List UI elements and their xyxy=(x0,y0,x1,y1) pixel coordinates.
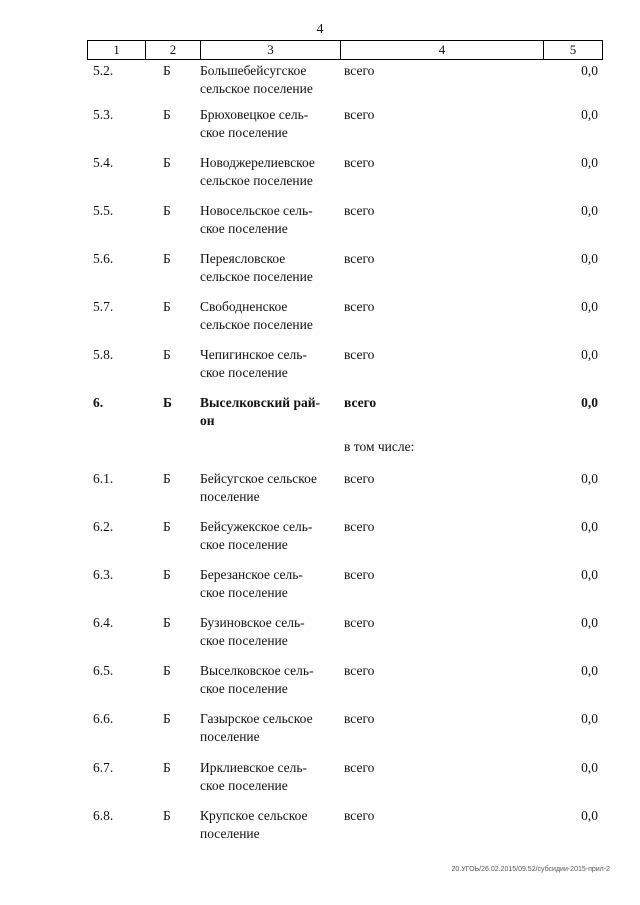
row-type: всего xyxy=(344,711,375,726)
row-number: 6.2. xyxy=(93,519,114,534)
table-row xyxy=(0,662,640,706)
row-category: Б xyxy=(163,471,171,486)
row-number: 5.2. xyxy=(93,63,114,78)
row-name: Крупское сельское поселение xyxy=(200,808,308,841)
row-type: всего xyxy=(344,251,375,266)
header-col-1: 1 xyxy=(88,41,146,59)
row-category: Б xyxy=(163,203,171,218)
row-type: всего xyxy=(344,203,375,218)
table-row xyxy=(0,106,640,150)
table-row xyxy=(0,154,640,198)
row-name: Газырское сельское поселение xyxy=(200,711,313,744)
row-category: Б xyxy=(163,63,171,78)
row-type: всего xyxy=(344,155,375,170)
table-header xyxy=(87,40,603,60)
row-category: Б xyxy=(163,347,171,362)
table-row xyxy=(0,807,640,851)
table-row xyxy=(0,614,640,658)
row-type: всего xyxy=(344,615,375,630)
row-value: 0,0 xyxy=(581,299,598,314)
row-category: Б xyxy=(163,567,171,582)
row-type: всего xyxy=(344,567,375,582)
row-value: 0,0 xyxy=(581,63,598,78)
row-number: 5.6. xyxy=(93,251,114,266)
including-label: в том числе: xyxy=(344,439,415,454)
table-row xyxy=(0,518,640,562)
row-category: Б xyxy=(163,808,171,823)
row-value: 0,0 xyxy=(581,567,598,582)
row-name: Ирклиевское сель- ское поселение xyxy=(200,760,307,793)
row-value: 0,0 xyxy=(581,808,598,823)
page-number: 4 xyxy=(316,22,324,37)
row-value: 0,0 xyxy=(581,519,598,534)
row-type: всего xyxy=(344,808,375,823)
row-name: Выселковский рай- он xyxy=(200,395,320,428)
row-category: Б xyxy=(163,663,171,678)
row-number: 5.5. xyxy=(93,203,114,218)
row-value: 0,0 xyxy=(581,251,598,266)
row-value: 0,0 xyxy=(581,203,598,218)
table-row xyxy=(0,202,640,246)
row-number: 6. xyxy=(93,395,104,410)
row-name: Свободненское сельское поселение xyxy=(200,299,313,332)
row-name: Переясловское сельское поселение xyxy=(200,251,313,284)
row-number: 5.8. xyxy=(93,347,114,362)
row-name: Чепигинское сель- ское поселение xyxy=(200,347,307,380)
table-row xyxy=(0,250,640,294)
row-number: 6.8. xyxy=(93,808,114,823)
table-row xyxy=(0,470,640,514)
row-category: Б xyxy=(163,251,171,266)
row-number: 6.6. xyxy=(93,711,114,726)
table-row xyxy=(0,759,640,803)
row-value: 0,0 xyxy=(581,395,598,410)
row-name: Новоджерелиевское сельское поселение xyxy=(200,155,315,188)
table-row xyxy=(0,346,640,390)
row-type: всего xyxy=(344,299,375,314)
row-type: всего xyxy=(344,663,375,678)
header-col-3: 3 xyxy=(201,41,341,59)
row-number: 5.7. xyxy=(93,299,114,314)
row-name: Бейсужекское сель- ское поселение xyxy=(200,519,313,552)
header-col-2: 2 xyxy=(146,41,201,59)
row-category: Б xyxy=(163,155,171,170)
row-value: 0,0 xyxy=(581,155,598,170)
table-row xyxy=(0,710,640,754)
row-number: 6.5. xyxy=(93,663,114,678)
row-number: 5.3. xyxy=(93,107,114,122)
row-value: 0,0 xyxy=(581,711,598,726)
row-name: Брюховецкое сель- ское поселение xyxy=(200,107,309,140)
row-number: 5.4. xyxy=(93,155,114,170)
table-row xyxy=(0,298,640,342)
row-type: всего xyxy=(344,395,377,410)
row-value: 0,0 xyxy=(581,471,598,486)
row-category: Б xyxy=(163,299,171,314)
row-number: 6.4. xyxy=(93,615,114,630)
row-value: 0,0 xyxy=(581,760,598,775)
row-category: Б xyxy=(163,711,171,726)
row-category: Б xyxy=(163,107,171,122)
row-name: Бейсугское сельское поселение xyxy=(200,471,318,504)
row-type: всего xyxy=(344,347,375,362)
row-value: 0,0 xyxy=(581,107,598,122)
row-type: всего xyxy=(344,107,375,122)
row-category: Б xyxy=(163,395,172,410)
table-row xyxy=(0,566,640,610)
row-name: Бузиновское сель- ское поселение xyxy=(200,615,305,648)
row-type: всего xyxy=(344,519,375,534)
row-number: 6.3. xyxy=(93,567,114,582)
row-category: Б xyxy=(163,760,171,775)
row-category: Б xyxy=(163,615,171,630)
district-row xyxy=(0,394,640,438)
row-value: 0,0 xyxy=(581,615,598,630)
header-col-5: 5 xyxy=(569,42,577,57)
row-name: Выселковское сель- ское поселение xyxy=(200,663,314,696)
row-value: 0,0 xyxy=(581,347,598,362)
row-value: 0,0 xyxy=(581,663,598,678)
row-type: всего xyxy=(344,760,375,775)
table-row xyxy=(0,62,640,106)
row-name: Новосельское сель- ское поселение xyxy=(200,203,313,236)
row-type: всего xyxy=(344,63,375,78)
row-name: Березанское сель- ское поселение xyxy=(200,567,303,600)
row-type: всего xyxy=(344,471,375,486)
row-name: Большебейсугское сельское поселение xyxy=(200,63,313,96)
row-number: 6.7. xyxy=(93,760,114,775)
footer-filepath: 20.УГОЬ/26.02.2015/09.52/субсидии-2015-прил-2 xyxy=(451,866,610,873)
header-col-4: 4 xyxy=(341,41,544,59)
row-number: 6.1. xyxy=(93,471,114,486)
row-category: Б xyxy=(163,519,171,534)
